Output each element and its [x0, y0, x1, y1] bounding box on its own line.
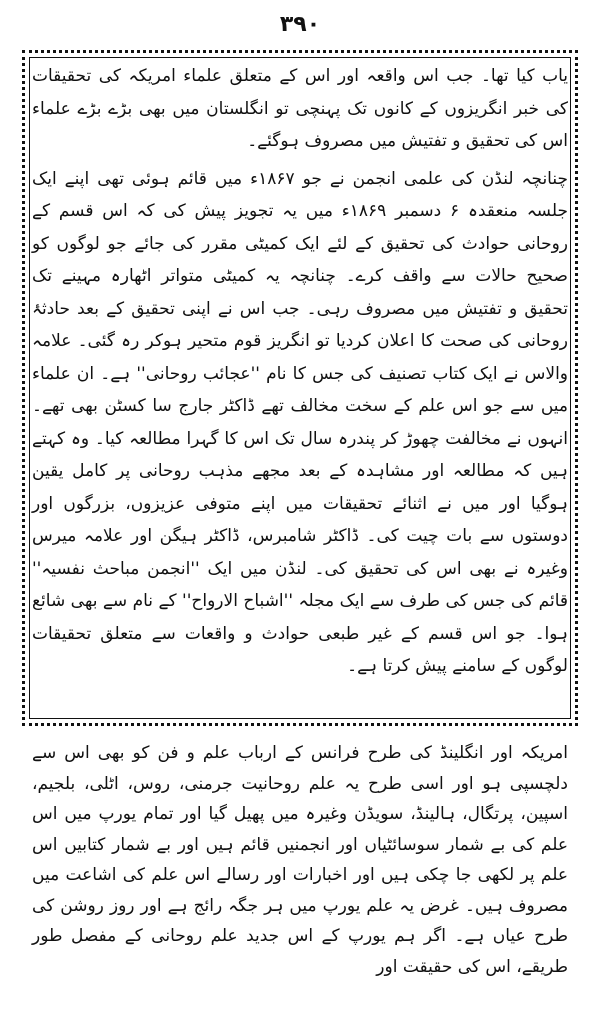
framed-paragraph-1: یاب کیا تھا۔ جب اس واقعہ اور اس کے متعلق علماء امریکہ کی تحقیقات کی خبر انگریزوں کے کانوں تک پہنچی تو انگلستان میں بھی بڑے بڑے علماء اس کی تحقیق و تفتیش میں مصروف ہوگئے۔: [32, 66, 568, 151]
framed-paragraph-2: چنانچہ لنڈن کی علمی انجمن نے جو ۱۸۶۷ء میں قائم ہوئی تھی اپنے ایک جلسہ منعقدہ ۶ دسمبر ۱۸۶۹ء میں یہ تجویز پیش کی کہ اس قسم کے روحانی حوادث کی تحقیق کے لئے ایک کمیٹی مقرر کی جائے جو لوگوں کو صحیح حالات سے واقف کرے۔ چنانچہ یہ کمیٹی متواتر اٹھارہ مہینے تک تحقیق و تفتیش میں مصروف رہی۔ جب اس نے اپنی تحقیق کے بعد حادثۂ روحانی کی صحت کا اعلان کردیا تو انگریز قوم متحیر ہوکر رہ گئی۔ علامہ والاس نے ایک کتاب تصنیف کی جس کا نام ''عجائب روحانی'' ہے۔ ان علماء میں سے جو اس علم کے سخت مخالف تھے ڈاکٹر جارج سا کسٹن بھی تھے۔ انہوں نے مخالفت چھوڑ کر پندرہ سال تک اس کا گہرا مطالعہ کیا۔ وہ کہتے ہیں کہ مطالعہ اور مشاہدہ کے بعد مجھے مذہب روحانی پر کامل یقین ہوگیا اور میں نے اثنائے تحقیقات میں اپنے متوفی عزیزوں، بزرگوں اور دوستوں سے بات چیت کی۔ ڈاکٹر شامبرس، ڈاکٹر ہیگن اور علامہ میرس وغیرہ نے بھی اس کی تحقیق کی۔ لنڈن میں ایک ''انجمن مباحث نفسیہ'' قائم کی جس کی طرف سے ایک مجلہ ''اشباح الارواح'' کے نام سے بھی شائع ہوا۔ جو اس قسم کے غیر طبعی حوادث و واقعات سے متعلق تحقیقات لوگوں کے سامنے پیش کرتا ہے۔: [32, 168, 568, 676]
page-number: ۳۹۰: [279, 12, 321, 37]
body-paragraph: امریکہ اور انگلینڈ کی طرح فرانس کے ارباب علم و فن کو بھی اس سے دلچسپی ہو اور اسی طرح یہ علم روحانیت جرمنی، روس، اٹلی، بلجیم، اسپین، پرتگال، ہالینڈ، سویڈن وغیرہ میں پھیل گیا اور تمام یورپ میں اس علم کی بے شمار سوسائٹیاں اور انجمنیں قائم ہیں اور بے شمار کتابیں اس علم پر لکھی جا چکی ہیں اور اخبارات اور رسالے اس علم کی اشاعت میں مصروف ہیں۔ غرض یہ علم یورپ میں ہر جگہ رائج ہے اور روز روشن کی طرح عیاں ہے۔ اگر ہم یورپ کے اس جدید علم روحانی کے مفصل طور طریقے، اس کی حقیقت اور: [32, 743, 568, 977]
framed-text: [32, 60, 568, 683]
body-text: [32, 738, 568, 982]
